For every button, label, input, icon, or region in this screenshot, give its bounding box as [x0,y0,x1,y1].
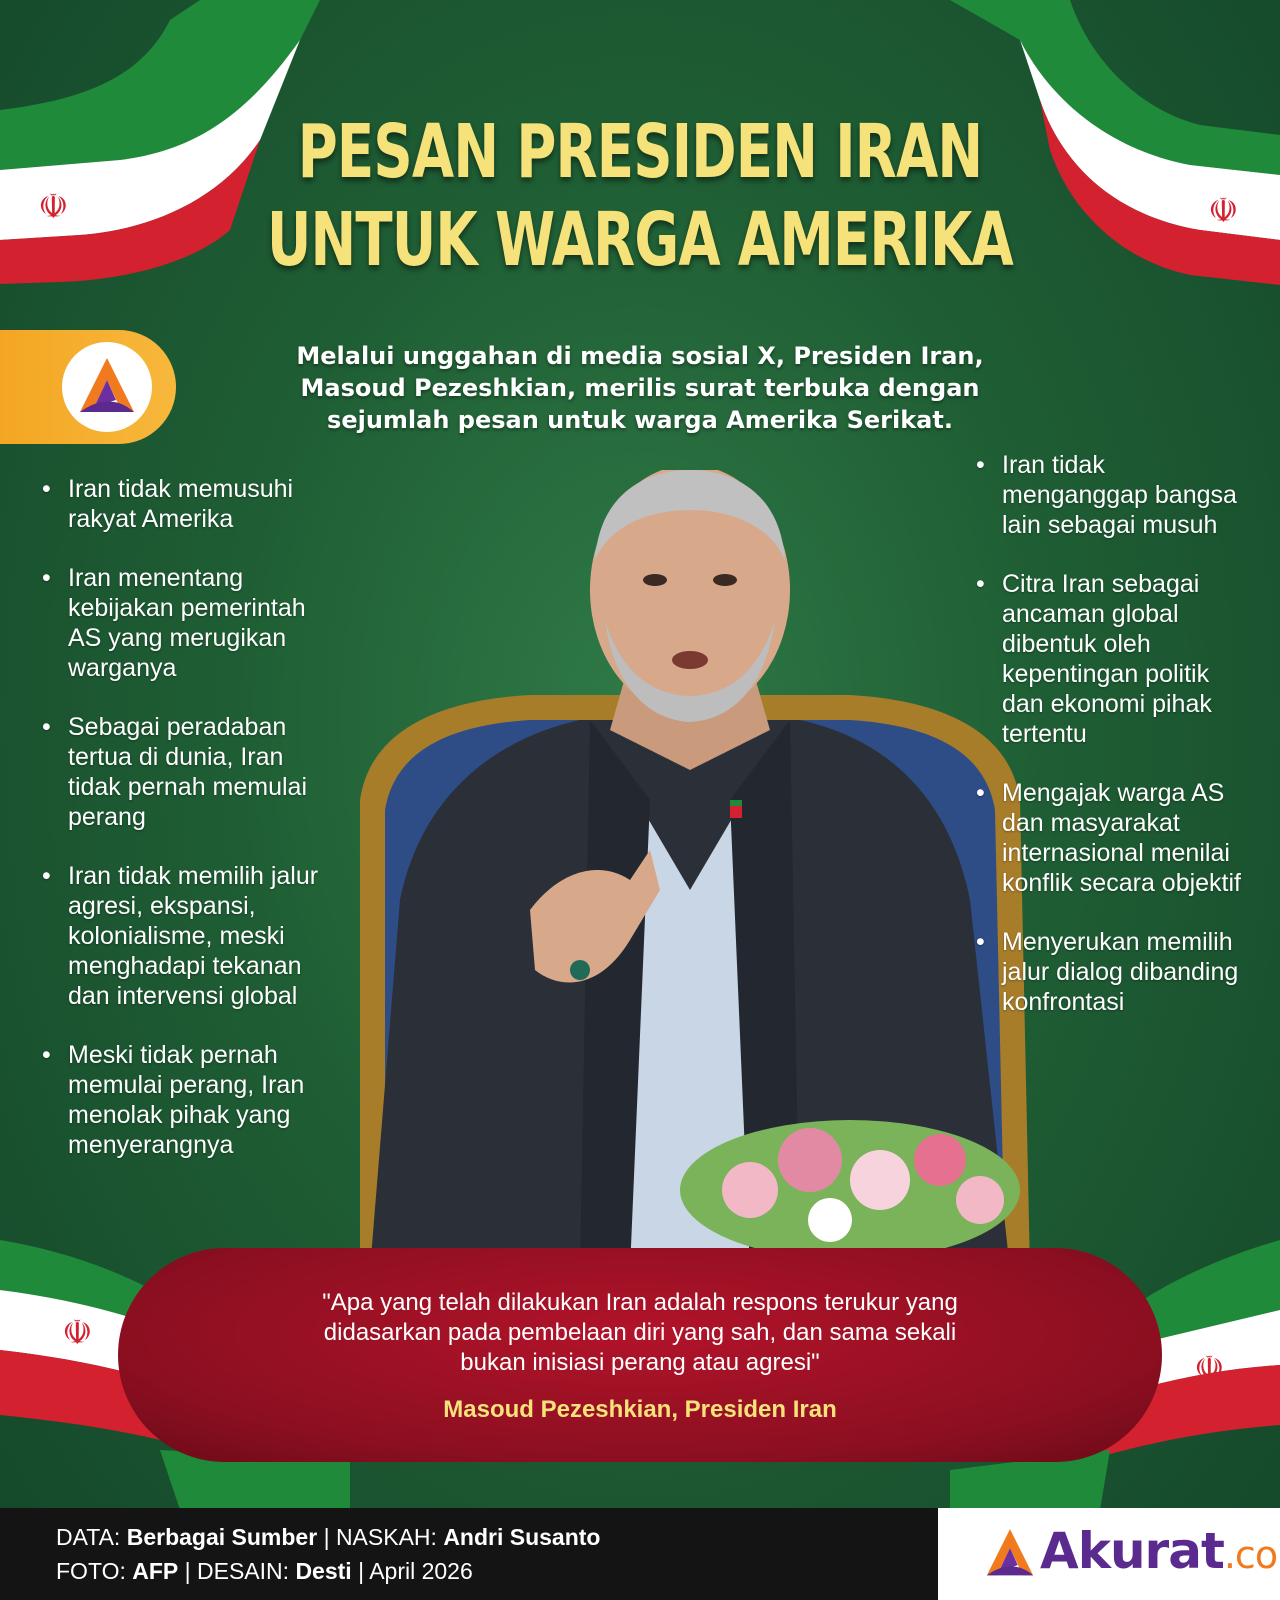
svg-text:☫: ☫ [1194,1349,1225,1389]
akurat-logo-icon [72,352,142,422]
list-item: • Mengajak warga AS dan masyarakat internasional menilai konflik secara objektif [974,778,1242,898]
brand-wordmark [1040,1522,1277,1580]
brand-suffix: .co [1223,1533,1278,1577]
quote-author: Masoud Pezeshkian, Presiden Iran [443,1396,837,1423]
quote-line-3: bukan inisiasi perang atau agresi" [460,1349,820,1376]
separator: | [358,1558,365,1584]
subtitle-line-2: Masoud Pezeshkian, merilis surat terbuka dengan [300,374,980,402]
list-item: • Menyerukan memilih jalur dialog dibanding konfrontasi [974,927,1242,1017]
desain-value: Desti [295,1558,352,1584]
list-item: • Sebagai peradaban tertua di dunia, Iran tidak pernah memulai perang [40,712,340,832]
desain-label: DESAIN: [197,1558,290,1584]
list-item: • Citra Iran sebagai ancaman global dibentuk oleh kepentingan politik dan ekonomi pihak tertentu [974,569,1242,749]
title-line-2: UNTUK WARGA AMERIKA [267,197,1013,283]
right-points-list [974,450,1242,1046]
foto-label: FOTO: [56,1558,126,1584]
page-title [115,108,1165,284]
quote-line-1: "Apa yang telah dilakukan Iran adalah respons terukur yang [322,1289,958,1316]
brand-name: Akurat [1040,1522,1224,1580]
quote-text [200,1288,1080,1378]
list-item: • Iran menentang kebijakan pemerintah AS yang merugikan warganya [40,563,340,683]
list-item: • Meski tidak pernah memulai perang, Iran menolak pihak yang menyerangnya [40,1040,340,1160]
list-item: • Iran tidak memusuhi rakyat Amerika [40,474,340,534]
publish-date: April 2026 [369,1558,473,1584]
subtitle-line-3: sejumlah pesan untuk warga Amerika Serikat. [327,406,953,434]
brand-badge [0,330,176,444]
svg-text:☫: ☫ [1208,191,1239,231]
quote-line-2: didasarkan pada pembelaan diri yang sah, dan sama sekali [323,1319,957,1346]
title-line-1: PESAN PRESIDEN IRAN [297,109,983,195]
list-item: • Iran tidak menganggap bangsa lain sebagai musuh [974,450,1242,540]
svg-text:☫: ☫ [62,1313,93,1353]
foto-value: AFP [132,1558,179,1584]
akurat-logo-icon [980,1524,1040,1589]
left-points-list [40,474,340,1189]
subtitle-line-1: Melalui unggahan di media sosial X, Presiden Iran, [296,342,984,370]
credits [56,1520,600,1588]
data-value: Berbagai Sumber [126,1524,318,1550]
separator: | [184,1558,191,1584]
separator: | [323,1524,330,1550]
president-portrait [330,470,1050,1265]
subtitle [240,340,1040,436]
naskah-value: Andri Susanto [443,1524,601,1550]
svg-text:☫: ☫ [38,187,69,227]
data-label: DATA: [56,1524,121,1550]
naskah-label: NASKAH: [335,1524,437,1550]
list-item: • Iran tidak memilih jalur agresi, ekspansi, kolonialisme, meski menghadapi tekanan dan intervensi global [40,861,340,1011]
